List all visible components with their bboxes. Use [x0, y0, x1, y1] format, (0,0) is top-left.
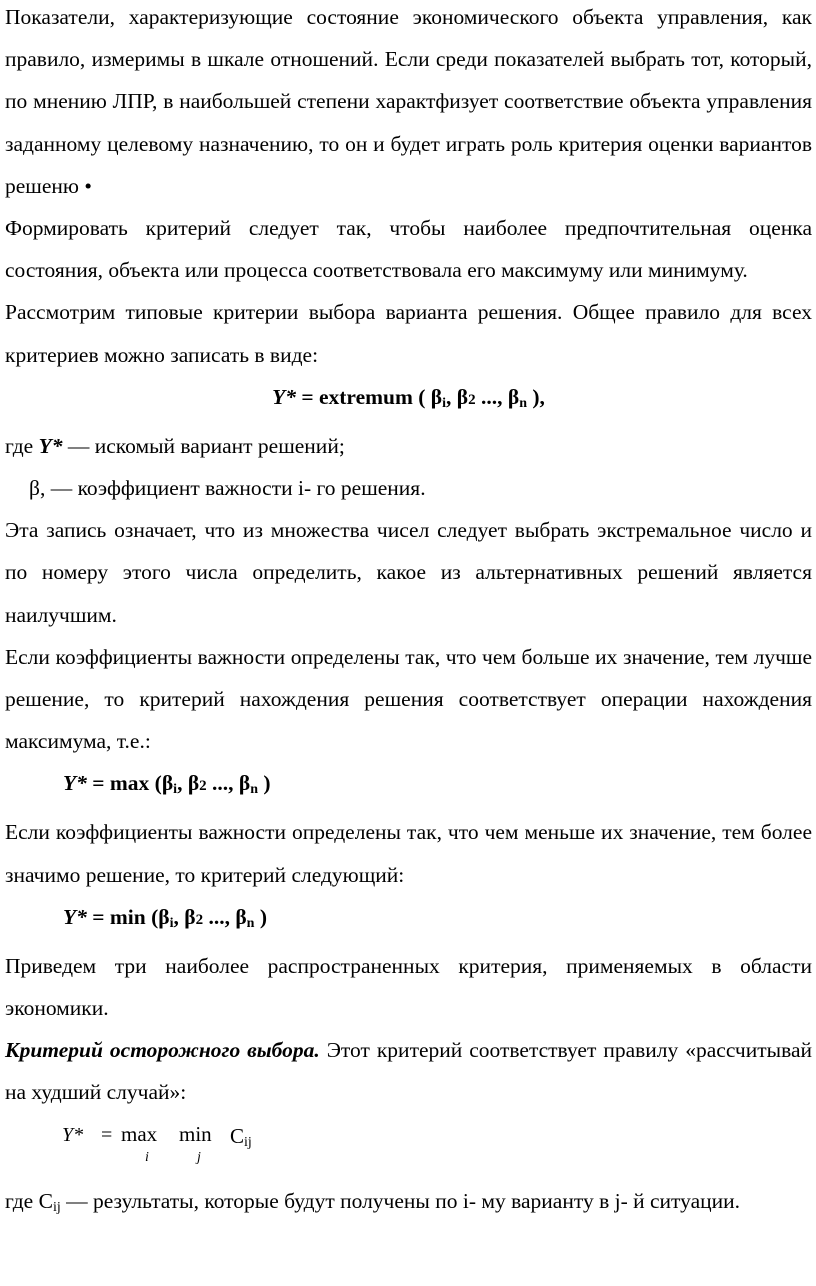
criterion-description: Этот критерий соответствует правилу «рассчитывай на худший случай»:	[5, 1038, 813, 1105]
formula-end: )	[258, 771, 271, 796]
paragraph-indicators: Показатели, характеризующие состояние экономического объекта управления, как правило, измеримы в шкале отношений. Если среди показателей выбрать тот, который, по мнению ЛПР, в наибольшей степени характфизует соответствие объекта управления заданному целевому назначению, то он и будет играть роль критерия оценки вариантов решеню •	[5, 5, 812, 198]
where-lead: где	[5, 433, 39, 458]
formula-sub: i	[169, 915, 174, 931]
paragraph-cautious-choice	[5, 1029, 812, 1113]
document-page	[5, 0, 812, 1229]
paragraph-three-criteria: Приведем три наиболее распространенных критерия, применяемых в области экономики.	[5, 953, 812, 1021]
formula-sub: n	[519, 395, 527, 411]
formula-end: )	[254, 904, 267, 929]
where-rest: — искомый вариант решений;	[62, 433, 345, 458]
criterion-title: Критерий осторожного выбора.	[5, 1038, 320, 1063]
formula-c-sub: ij	[244, 1134, 252, 1150]
formula-lhs: Y*	[62, 1123, 84, 1146]
formula-eq: =	[101, 1123, 113, 1146]
cij-lead: где C	[5, 1188, 53, 1213]
formula-op: = max (β	[86, 771, 174, 796]
where-var: Y*	[38, 433, 63, 458]
paragraph-maximum: Если коэффициенты важности определены так, что чем больше их значение, тем лучше решение, то критерий нахождения решения соответствует операции нахождения максимума, т.е.:	[5, 644, 812, 754]
formula-min-operator: min	[179, 1121, 212, 1146]
formula-sub: i	[442, 395, 447, 411]
definition-y-star	[5, 425, 812, 467]
paragraph-cij-definition	[5, 1180, 812, 1229]
formula-max	[5, 762, 812, 811]
formula-extremum	[5, 376, 812, 425]
formula-sub: i	[173, 782, 178, 798]
formula-sub: n	[246, 915, 255, 931]
formula-max-sub: i	[145, 1149, 149, 1165]
formula-c-letter: C	[230, 1123, 245, 1148]
formula-sub: 2	[468, 391, 476, 408]
cij-sub: ij	[52, 1199, 61, 1215]
paragraph-meaning: Эта запись означает, что из множества чисел следует выбрать экстремальное число и по номеру этого числа определить, какое из альтернативных решений является наилучшим.	[5, 518, 812, 627]
formula-mid: , β	[173, 904, 196, 929]
formula-mid: ..., β	[206, 771, 251, 796]
paragraph-typical-criteria: Рассмотрим типовые критерии выбора варианта решения. Общее правило для всех критериев можно записать в виде:	[5, 300, 812, 367]
formula-lhs: Y*	[272, 384, 296, 409]
formula-op: = extremum ( β	[295, 384, 443, 409]
formula-sub: 2	[195, 911, 204, 928]
formula-mid: , β	[446, 384, 469, 409]
formula-sub: 2	[199, 778, 207, 795]
formula-min	[5, 896, 812, 945]
formula-c	[230, 1124, 252, 1151]
formula-op: = min (β	[86, 904, 170, 929]
cij-rest: — результаты, которые будут получены по i- му варианту в j- й ситуации.	[60, 1188, 741, 1213]
paragraph-criterion-formation: Формировать критерий следует так, чтобы наиболее предпочтительная оценка состояния, объекта или процесса соответствовала его максимуму или минимуму.	[5, 216, 812, 283]
definition-beta: β, — коэффициент важности i- го решения.	[29, 476, 426, 501]
formula-mid: ..., β	[475, 384, 520, 409]
paragraph-minimum: Если коэффициенты важности определены так, что чем меньше их значение, тем более значимо решение, то критерий следующий:	[5, 820, 812, 887]
formula-mid: ..., β	[203, 904, 247, 929]
formula-mid: , β	[177, 771, 200, 796]
formula-max-operator: max	[121, 1121, 158, 1146]
formula-end: ),	[526, 384, 545, 409]
formula-sub: n	[250, 782, 259, 798]
formula-lhs: Y*	[63, 771, 87, 796]
formula-min-sub: j	[197, 1149, 201, 1165]
formula-maxmin	[5, 1118, 812, 1180]
formula-lhs: Y*	[63, 904, 87, 929]
